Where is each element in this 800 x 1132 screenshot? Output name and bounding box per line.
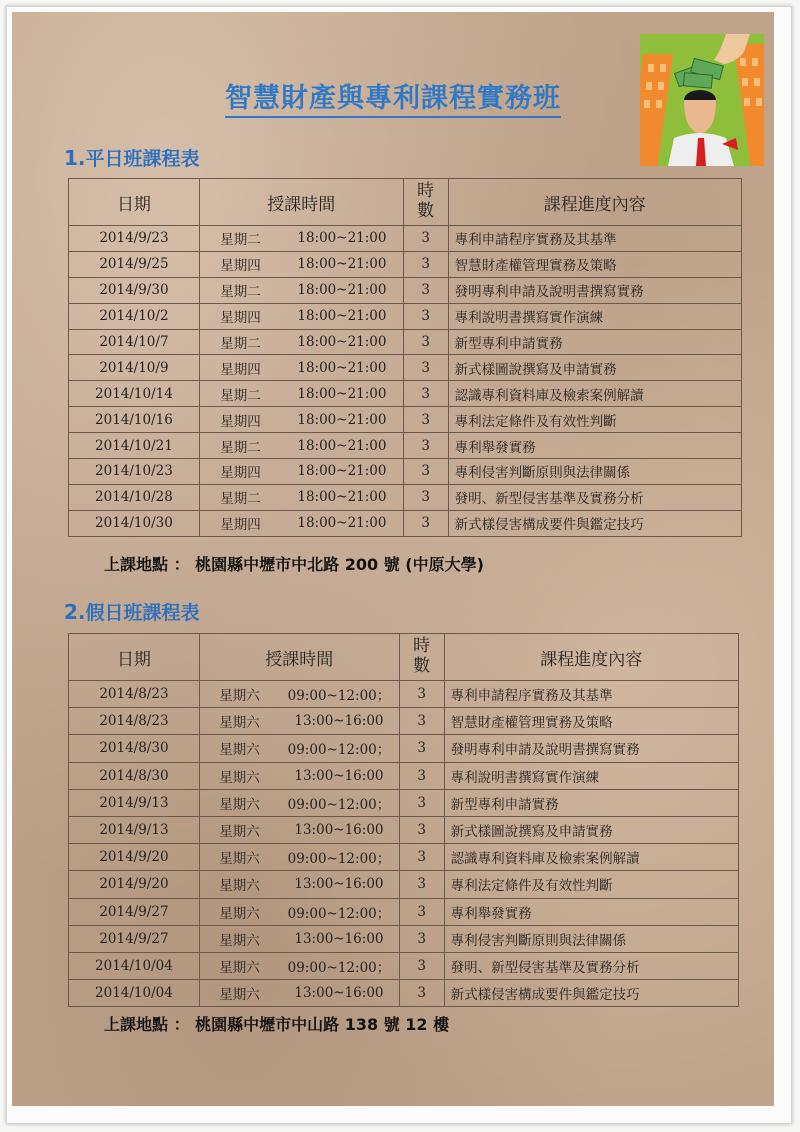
header-content: 課程進度內容 <box>444 634 738 681</box>
cell-date: 2014/10/7 <box>69 329 200 355</box>
cell-weekday: 星期四 <box>199 355 281 381</box>
cell-time: 18:00~21:00 <box>281 433 403 459</box>
cell-date: 2014/9/13 <box>69 816 200 843</box>
cell-content: 發明專利申請及說明書撰寫實務 <box>448 277 741 303</box>
table-header-row <box>69 634 739 681</box>
cell-weekday: 星期六 <box>199 952 279 979</box>
cell-date: 2014/9/20 <box>69 844 200 871</box>
cell-content: 智慧財產權管理實務及策略 <box>444 708 738 735</box>
cell-weekday: 星期四 <box>199 303 281 329</box>
cell-hours: 3 <box>399 898 444 925</box>
document-title: 智慧財產與專利課程實務班 <box>12 76 774 115</box>
cell-content: 專利侵害判斷原則與法律關係 <box>444 925 738 952</box>
cell-hours: 3 <box>399 762 444 789</box>
cell-date: 2014/10/21 <box>69 433 200 459</box>
table-row <box>69 277 742 303</box>
table-row <box>69 735 739 762</box>
cell-hours: 3 <box>403 251 448 277</box>
cell-hours: 3 <box>403 381 448 407</box>
cell-content: 新式樣侵害構成要件與鑑定技巧 <box>448 510 741 536</box>
cell-content: 發明、新型侵害基準及實務分析 <box>448 484 741 510</box>
cell-content: 新式樣侵害構成要件與鑑定技巧 <box>444 980 738 1007</box>
businessman-with-money-icon <box>640 34 764 166</box>
cell-time: 18:00~21:00 <box>281 381 403 407</box>
cell-date: 2014/9/25 <box>69 251 200 277</box>
cell-time: 18:00~21:00 <box>281 355 403 381</box>
table-row <box>69 816 739 843</box>
cell-hours: 3 <box>399 816 444 843</box>
cell-content: 專利舉發實務 <box>444 898 738 925</box>
cell-content: 發明專利申請及說明書撰寫實務 <box>444 735 738 762</box>
cell-hours: 3 <box>399 735 444 762</box>
cell-time: 13:00~16:00 <box>279 925 399 952</box>
cell-date: 2014/10/04 <box>69 980 200 1007</box>
cell-weekday: 星期六 <box>199 925 279 952</box>
cell-time: 09:00~12:00； <box>279 789 399 816</box>
header-date: 日期 <box>69 634 200 681</box>
cell-hours: 3 <box>399 980 444 1007</box>
table-row <box>69 303 742 329</box>
cell-weekday: 星期六 <box>199 871 279 898</box>
table-row <box>69 381 742 407</box>
cell-weekday: 星期六 <box>199 735 279 762</box>
table-row <box>69 789 739 816</box>
header-hours: 時 數 <box>403 179 448 226</box>
cell-content: 新型專利申請實務 <box>448 329 741 355</box>
cell-time: 09:00~12:00； <box>279 735 399 762</box>
cell-hours: 3 <box>399 925 444 952</box>
cell-weekday: 星期六 <box>199 762 279 789</box>
cell-hours: 3 <box>399 871 444 898</box>
cell-time: 18:00~21:00 <box>281 407 403 433</box>
cell-hours: 3 <box>403 484 448 510</box>
weekday-schedule-table <box>68 178 742 537</box>
cell-date: 2014/9/27 <box>69 898 200 925</box>
cell-time: 13:00~16:00 <box>279 871 399 898</box>
cell-content: 專利說明書撰寫實作演練 <box>444 762 738 789</box>
cell-date: 2014/10/9 <box>69 355 200 381</box>
cell-date: 2014/9/27 <box>69 925 200 952</box>
table-row <box>69 708 739 735</box>
table-row <box>69 844 739 871</box>
cell-content: 專利法定條件及有效性判斷 <box>444 871 738 898</box>
cell-content: 新式樣圖說撰寫及申請實務 <box>444 816 738 843</box>
cell-hours: 3 <box>403 277 448 303</box>
header-time: 授課時間 <box>199 634 399 681</box>
cell-time: 18:00~21:00 <box>281 277 403 303</box>
cell-content: 專利申請程序實務及其基準 <box>448 226 741 252</box>
cell-time: 18:00~21:00 <box>281 226 403 252</box>
cell-date: 2014/9/13 <box>69 789 200 816</box>
cell-weekday: 星期六 <box>199 681 279 708</box>
cell-date: 2014/8/23 <box>69 708 200 735</box>
cell-hours: 3 <box>403 510 448 536</box>
cell-date: 2014/9/30 <box>69 277 200 303</box>
cell-content: 發明、新型侵害基準及實務分析 <box>444 952 738 979</box>
cell-hours: 3 <box>403 407 448 433</box>
cell-time: 18:00~21:00 <box>281 303 403 329</box>
weekend-heading: 2.假日班課程表 <box>64 600 200 624</box>
cell-time: 18:00~21:00 <box>281 510 403 536</box>
cell-weekday: 星期二 <box>199 433 281 459</box>
weekend-rows <box>69 681 739 1007</box>
weekend-location: 上課地點 ： 桃園縣中壢市中山路 138 號 12 樓 <box>104 1015 450 1034</box>
cell-time: 13:00~16:00 <box>279 762 399 789</box>
cell-time: 18:00~21:00 <box>281 484 403 510</box>
cell-content: 專利侵害判斷原則與法律關係 <box>448 459 741 485</box>
table-row <box>69 510 742 536</box>
header-content: 課程進度內容 <box>448 179 741 226</box>
cell-time: 09:00~12:00； <box>279 681 399 708</box>
cell-time: 09:00~12:00； <box>279 844 399 871</box>
cell-date: 2014/10/2 <box>69 303 200 329</box>
table-row <box>69 459 742 485</box>
header-time: 授課時間 <box>199 179 403 226</box>
cell-date: 2014/10/14 <box>69 381 200 407</box>
cell-hours: 3 <box>399 844 444 871</box>
cell-time: 13:00~16:00 <box>279 708 399 735</box>
cell-hours: 3 <box>403 433 448 459</box>
table-row <box>69 226 742 252</box>
table-row <box>69 681 739 708</box>
cell-weekday: 星期二 <box>199 329 281 355</box>
cell-time: 09:00~12:00； <box>279 898 399 925</box>
cell-weekday: 星期六 <box>199 844 279 871</box>
cell-hours: 3 <box>399 681 444 708</box>
table-row <box>69 433 742 459</box>
cell-content: 專利說明書撰寫實作演練 <box>448 303 741 329</box>
cell-weekday: 星期四 <box>199 251 281 277</box>
cell-weekday: 星期二 <box>199 226 281 252</box>
cell-content: 專利申請程序實務及其基準 <box>444 681 738 708</box>
table-row <box>69 355 742 381</box>
cell-content: 專利法定條件及有效性判斷 <box>448 407 741 433</box>
table-row <box>69 925 739 952</box>
cell-content: 專利舉發實務 <box>448 433 741 459</box>
cell-weekday: 星期六 <box>199 980 279 1007</box>
cell-content: 新型專利申請實務 <box>444 789 738 816</box>
weekday-heading: 1.平日班課程表 <box>64 146 200 170</box>
cell-date: 2014/10/04 <box>69 952 200 979</box>
table-header-row <box>69 179 742 226</box>
cell-date: 2014/10/30 <box>69 510 200 536</box>
cell-date: 2014/10/16 <box>69 407 200 433</box>
cell-date: 2014/9/20 <box>69 871 200 898</box>
cell-date: 2014/8/30 <box>69 762 200 789</box>
cell-time: 09:00~12:00； <box>279 952 399 979</box>
table-row <box>69 251 742 277</box>
cell-content: 新式樣圖說撰寫及申請實務 <box>448 355 741 381</box>
cell-date: 2014/8/30 <box>69 735 200 762</box>
cell-content: 認識專利資料庫及檢索案例解讀 <box>444 844 738 871</box>
cell-hours: 3 <box>403 329 448 355</box>
table-row <box>69 329 742 355</box>
header-hours: 時 數 <box>399 634 444 681</box>
cell-time: 18:00~21:00 <box>281 459 403 485</box>
cell-hours: 3 <box>399 952 444 979</box>
table-row <box>69 407 742 433</box>
cell-weekday: 星期四 <box>199 510 281 536</box>
cell-hours: 3 <box>399 789 444 816</box>
cell-time: 18:00~21:00 <box>281 329 403 355</box>
cell-content: 認識專利資料庫及檢索案例解讀 <box>448 381 741 407</box>
cell-weekday: 星期六 <box>199 816 279 843</box>
table-row <box>69 952 739 979</box>
cell-weekday: 星期二 <box>199 381 281 407</box>
cell-weekday: 星期四 <box>199 459 281 485</box>
table-row <box>69 871 739 898</box>
cell-time: 13:00~16:00 <box>279 980 399 1007</box>
cell-content: 智慧財產權管理實務及策略 <box>448 251 741 277</box>
table-row <box>69 484 742 510</box>
table-row <box>69 898 739 925</box>
cell-weekday: 星期六 <box>199 789 279 816</box>
cell-date: 2014/9/23 <box>69 226 200 252</box>
cell-date: 2014/10/28 <box>69 484 200 510</box>
cell-weekday: 星期四 <box>199 407 281 433</box>
table-row <box>69 762 739 789</box>
cell-weekday: 星期二 <box>199 484 281 510</box>
cell-hours: 3 <box>403 355 448 381</box>
cell-time: 13:00~16:00 <box>279 816 399 843</box>
weekend-schedule-table <box>68 633 739 1007</box>
document-page <box>12 12 774 1106</box>
cell-time: 18:00~21:00 <box>281 251 403 277</box>
cell-weekday: 星期二 <box>199 277 281 303</box>
cell-date: 2014/10/23 <box>69 459 200 485</box>
cell-hours: 3 <box>399 708 444 735</box>
weekday-location: 上課地點 ： 桃園縣中壢市中北路 200 號 (中原大學) <box>104 555 484 574</box>
cell-date: 2014/8/23 <box>69 681 200 708</box>
table-row <box>69 980 739 1007</box>
weekday-rows <box>69 226 742 537</box>
cell-hours: 3 <box>403 226 448 252</box>
cell-hours: 3 <box>403 459 448 485</box>
header-date: 日期 <box>69 179 200 226</box>
cell-weekday: 星期六 <box>199 708 279 735</box>
cell-weekday: 星期六 <box>199 898 279 925</box>
cell-hours: 3 <box>403 303 448 329</box>
